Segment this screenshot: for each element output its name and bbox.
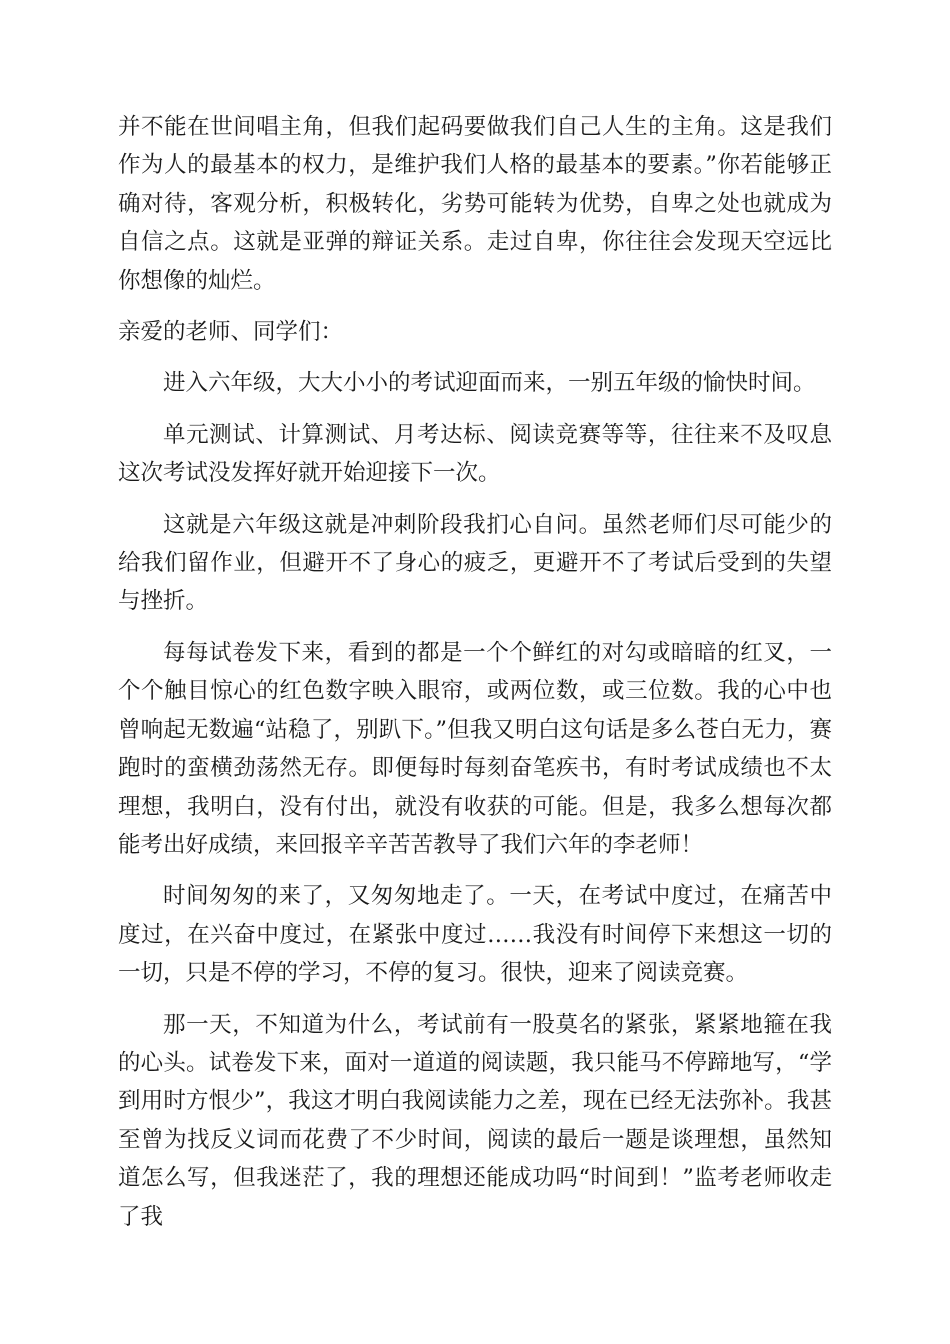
paragraph-continuation: 并不能在世间唱主角，但我们起码要做我们自己人生的主角。这是我们作为人的最基本的权力，是维护我们人格的最基本的要素。”你若能够正确对待，客观分析，积极转化，劣势可能转为优势，自卑之处也就成为自信之点。这就是亚弹的辩证关系。走过自卑，你往往会发现天空远比你想像的灿烂。 [118,114,832,294]
paragraph-sprint: 这就是六年级这就是冲刺阶段我扪心自问。虽然老师们尽可能少的给我们留作业，但避开不了身心的疲乏，更避开不了考试后受到的失望与挫折。 [118,511,832,615]
paragraph-intro: 进入六年级，大大小小的考试迎面而来，一别五年级的愉快时间。 [163,370,816,397]
paragraph-papers: 每每试卷发下来，看到的都是一个个鲜红的对勾或暗暗的红叉，一个个触目惊心的红色数字映入眼帘，或两位数，或三位数。我的心中也曾响起无数遍“站稳了，别趴下。”但我又明白这句话是多么苍白无力，赛跑时的蛮横劲荡然无存。即便每时每刻奋笔疾书，有时考试成绩也不太理想，我明白，没有付出，就没有收获的可能。但是，我多么想每次都能考出好成绩，来回报辛辛苦苦教导了我们六年的李老师！ [118,639,832,858]
paragraph-reading-contest: 那一天，不知道为什么，考试前有一股莫名的紧张，紧紧地箍在我的心头。试卷发下来，面对一道道的阅读题，我只能马不停蹄地写，“学到用时方恨少”，我这才明白我阅读能力之差，现在已经无法弥补。我甚至曾为找反义词而花费了不少时间，阅读的最后一题是谈理想，虽然知道怎么写，但我迷茫了，我的理想还能成功吗“时间到！”监考老师收走了我 [118,1011,832,1230]
paragraph-tests: 单元测试、计算测试、月考达标、阅读竞赛等等，往往来不及叹息这次考试没发挥好就开始迎接下一次。 [118,421,832,487]
paragraph-salutation: 亲爱的老师、同学们： [118,319,344,346]
document-body [118,108,832,1236]
paragraph-time: 时间匆匆的来了，又匆匆地走了。一天，在考试中度过，在痛苦中度过，在兴奋中度过，在紧张中度过……我没有时间停下来想这一切的一切，只是不停的学习，不停的复习。很快，迎来了阅读竞赛。 [118,883,832,987]
